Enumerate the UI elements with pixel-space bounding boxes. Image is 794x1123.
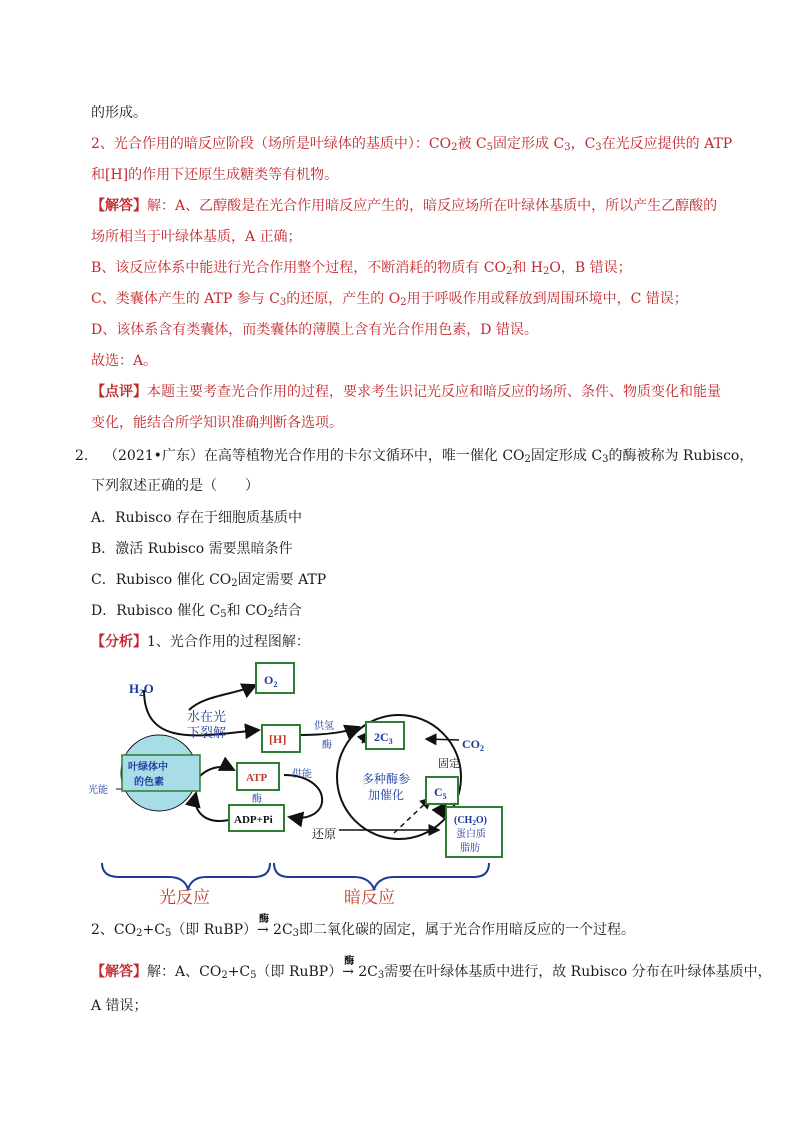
option-c: C．Rubisco 催化 $CO_2$固定需要 ATP [91,572,327,589]
pigment-label: 的色素 [134,777,164,788]
text-line: 2、光合作用的暗反应阶段（场所是叶绿体的基质中）：$CO_2$被 $C_5$固定形成 $C_3$，$C_3$在光反应提供的 ATP [91,136,733,153]
light-reaction-label: 光反应 [159,888,210,905]
enzyme-label: 酶 [252,794,262,805]
multi-enzyme-label: 加催化 [368,788,405,802]
text-line: 【解答】解：A、乙醇酸是在光合作用暗反应产生的，暗反应场所在叶绿体基质中，所以产生乙醇酸的 [91,198,718,214]
reduce-label: 还原 [312,827,337,841]
dark-reaction-label: 暗反应 [344,888,395,905]
answer-tag: 【解答】 [91,198,147,214]
pigment-label: 叶绿体中 [128,762,168,773]
water-split-label: 下裂解 [187,726,227,741]
question-stem: （2021•广东）在高等植物光合作用的卡尔文循环中，唯一催化 $CO_2$固定形成 $C_3$的酶被称为 Rubisco， [104,448,754,465]
comment-tag: 【点评】 [91,384,147,400]
text-line: 2、$CO_2+C_5$（即 RuBP） 酶 → $2C_3$即二氧化碳的固定，属于光合作用暗反应的一个过程。 [91,914,636,939]
h2o-label: $H_2O$ [129,681,154,698]
protein-label: 蛋白质 [456,829,486,840]
adp-label: ADP+Pi [234,814,273,826]
question-number: 2. [75,448,89,464]
multi-enzyme-label: 多种酶参 [362,772,411,786]
supply-energy-label: 供能 [292,769,312,780]
atp-label: ATP [246,772,268,784]
enzyme-label: 酶 [322,740,332,751]
text-line: B、该反应体系中能进行光合作用整个过程，不断消耗的物质有 $CO_2$和 $H_2O$，B 错误； [91,260,632,277]
water-split-label: 水在光 [187,710,227,725]
text-line: 的形成。 [91,105,147,121]
light-label: 光能 [88,785,108,796]
fat-label: 脂肪 [460,843,480,854]
text-line: 变化，能结合所学知识准确判断各选项。 [91,415,343,431]
c5-label: $C_5$ [434,785,447,801]
option-a: A．Rubisco 存在于细胞质基质中 [91,510,303,526]
text-line: 故选：A。 [91,353,158,369]
text-line: A 错误； [91,998,148,1014]
analysis-tag: 【分析】 [91,634,147,650]
text-line: 和[H]的作用下还原生成糖类等有机物。 [91,167,339,183]
text-line: 【分析】1、光合作用的过程图解： [91,634,310,650]
text-line: 【点评】本题主要考查光合作用的过程，要求考生识记光反应和暗反应的场所、条件、物质变化和能量 [91,384,721,400]
text-line: 场所相当于叶绿体基质，A 正确； [91,229,302,245]
o2-label: $O_2$ [264,673,278,689]
co2-label: $CO_2$ [462,737,484,753]
text-line: C、类囊体产生的 ATP 参与 $C_3$的还原，产生的 $O_2$用于呼吸作用或释放到周围环境中，C 错误； [91,291,688,308]
fix-label: 固定 [438,757,460,770]
answer-tag: 【解答】 [91,964,147,980]
h-label: [H] [269,732,287,746]
option-d: D．Rubisco 催化 $C_5$和 $CO_2$结合 [91,603,302,620]
c3-label: $2C_3$ [374,730,393,746]
question-stem: 下列叙述正确的是（ ） [91,478,259,494]
text-line: 【解答】解：A、$CO_2+C_5$（即 RuBP） 酶 → $2C_3$需要在叶绿体基质中进行，故 Rubisco 分布在叶绿体基质中， [91,956,772,981]
option-b: B．激活 Rubisco 需要黑暗条件 [91,541,293,557]
photosynthesis-diagram [84,655,524,905]
supply-h-label: 供氢 [314,721,334,732]
ch2o-label: $(CH_2O)$ [454,815,487,827]
text-line: D、该体系含有类囊体，而类囊体的薄膜上含有光合作用色素，D 错误。 [91,322,538,338]
